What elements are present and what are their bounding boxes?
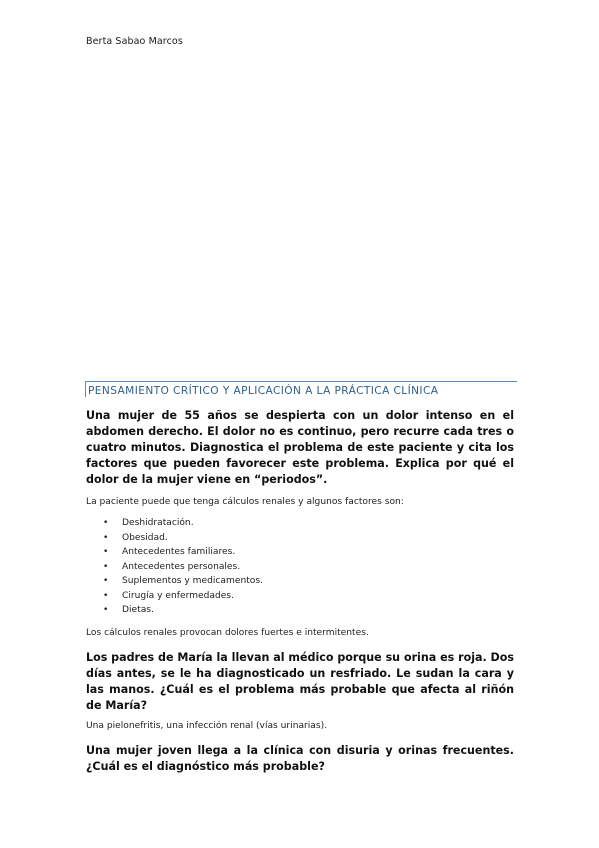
question-1: Una mujer de 55 años se despierta con un dolor intenso en el abdomen derecho. El dolor no es continuo, pero recurre cada tres o cuatro minutos. Diagnostica el problema de este paciente y cita los factores que pueden favorecer este problema. Explica por qué el dolor de la mujer viene en “periodos”. bbox=[86, 409, 514, 486]
factor-text: Antecedentes familiares. bbox=[122, 547, 236, 557]
question-2: Los padres de María la llevan al médico porque su orina es roja. Dos días antes, se le ha diagnosticado un resfriado. Le sudan la cara y las manos. ¿Cuál es el problema más probable que afecta al riñón de María? bbox=[86, 651, 514, 712]
bullet-icon: • bbox=[103, 590, 109, 601]
answer-1-conclusion: Los cálculos renales provocan dolores fuertes e intermitentes. bbox=[86, 628, 369, 638]
list-item bbox=[86, 574, 263, 589]
factor-list bbox=[86, 516, 263, 618]
list-item bbox=[86, 603, 263, 618]
author-name: Berta Sabao Marcos bbox=[86, 36, 183, 47]
bullet-icon: • bbox=[103, 532, 109, 543]
bullet-icon: • bbox=[103, 547, 109, 557]
factor-text: Suplementos y medicamentos. bbox=[122, 576, 263, 586]
bullet-icon: • bbox=[103, 518, 109, 528]
factor-text: Antecedentes personales. bbox=[122, 561, 241, 572]
factor-text: Dietas. bbox=[122, 605, 154, 615]
question-3: Una mujer joven llega a la clínica con disuria y orinas frecuentes. ¿Cuál es el diagnóstico más probable? bbox=[86, 744, 514, 773]
answer-2: Una pielonefritis, una infección renal (vías urinarias). bbox=[86, 721, 328, 731]
section-heading: PENSAMIENTO CRÍTICO Y APLICACIÓN A LA PRÁCTICA CLÍNICA bbox=[85, 381, 517, 397]
list-item bbox=[86, 516, 263, 531]
bullet-icon: • bbox=[103, 561, 109, 572]
answer-1-intro: La paciente puede que tenga cálculos renales y algunos factores son: bbox=[86, 497, 404, 507]
factor-text: Cirugía y enfermedades. bbox=[122, 590, 234, 601]
list-item bbox=[86, 589, 263, 604]
bullet-icon: • bbox=[103, 605, 109, 615]
list-item bbox=[86, 560, 263, 575]
factor-text: Deshidratación. bbox=[122, 518, 194, 528]
bullet-icon: • bbox=[103, 576, 109, 586]
list-item bbox=[86, 531, 263, 546]
list-item bbox=[86, 545, 263, 560]
factor-text: Obesidad. bbox=[122, 532, 168, 543]
